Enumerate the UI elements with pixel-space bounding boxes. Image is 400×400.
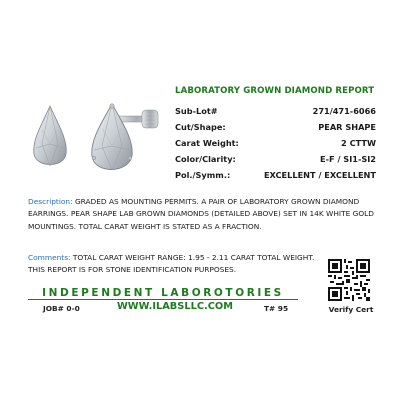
spec-label: Pol./Symm.: [175, 170, 231, 180]
spec-value: 2 CTTW [341, 138, 376, 148]
right-stud-icon [92, 104, 158, 170]
comments-body: TOTAL CARAT WEIGHT RANGE: 1.95 - 2.11 CARAT TOTAL WEIGHT. THIS REPORT IS FOR STONE IDENTIFICATION PURPOSES. [28, 253, 315, 275]
spec-row-carat-weight [175, 135, 376, 151]
spec-value: E-F / SI1-SI2 [320, 154, 376, 164]
spec-table [175, 103, 376, 183]
spec-label: Color/Clarity: [175, 154, 236, 164]
t-number: T# 95 [264, 304, 289, 313]
description-tag: Description: [28, 197, 73, 206]
spec-label: Cut/Shape: [175, 122, 226, 132]
spec-row-color-clarity [175, 151, 376, 167]
description-text [28, 196, 378, 233]
qr-code-icon[interactable] [328, 259, 370, 301]
left-stud-icon [34, 106, 67, 166]
comments-text [28, 252, 318, 277]
comments-tag: Comments: [28, 253, 71, 262]
footer-divider [28, 299, 298, 300]
spec-label: Sub-Lot# [175, 106, 218, 116]
description-body: GRADED AS MOUNTING PERMITS. A PAIR OF LABORATORY GROWN DIAMOND EARRINGS. PEAR SHAPE LAB GROWN DIAMONDS (DETAILED ABOVE) SET IN 14K WHITE GOLD MOUNTINGS. TOTAL CARAT WEIGHT IS STATED AS A FRACTION. [28, 197, 374, 231]
report-title: LABORATORY GROWN DIAMOND REPORT [175, 86, 375, 96]
job-number: JOB# 0-0 [43, 304, 80, 313]
lab-name: INDEPENDENT LABOROTORIES [42, 287, 284, 299]
spec-label: Carat Weight: [175, 138, 239, 148]
spec-row-cut-shape [175, 119, 376, 135]
spec-value: EXCELLENT / EXCELLENT [263, 170, 376, 180]
spec-value: 271/471-6066 [312, 106, 376, 116]
spec-row-sub-lot [175, 103, 376, 119]
verify-cert-link[interactable]: Verify Cert [328, 305, 374, 314]
spec-row-polish-symmetry [175, 167, 376, 183]
website-link[interactable]: WWW.ILABSLLC.COM [117, 301, 233, 312]
spec-value: PEAR SHAPE [318, 122, 376, 132]
pear-diamond-earrings-image [28, 100, 168, 180]
